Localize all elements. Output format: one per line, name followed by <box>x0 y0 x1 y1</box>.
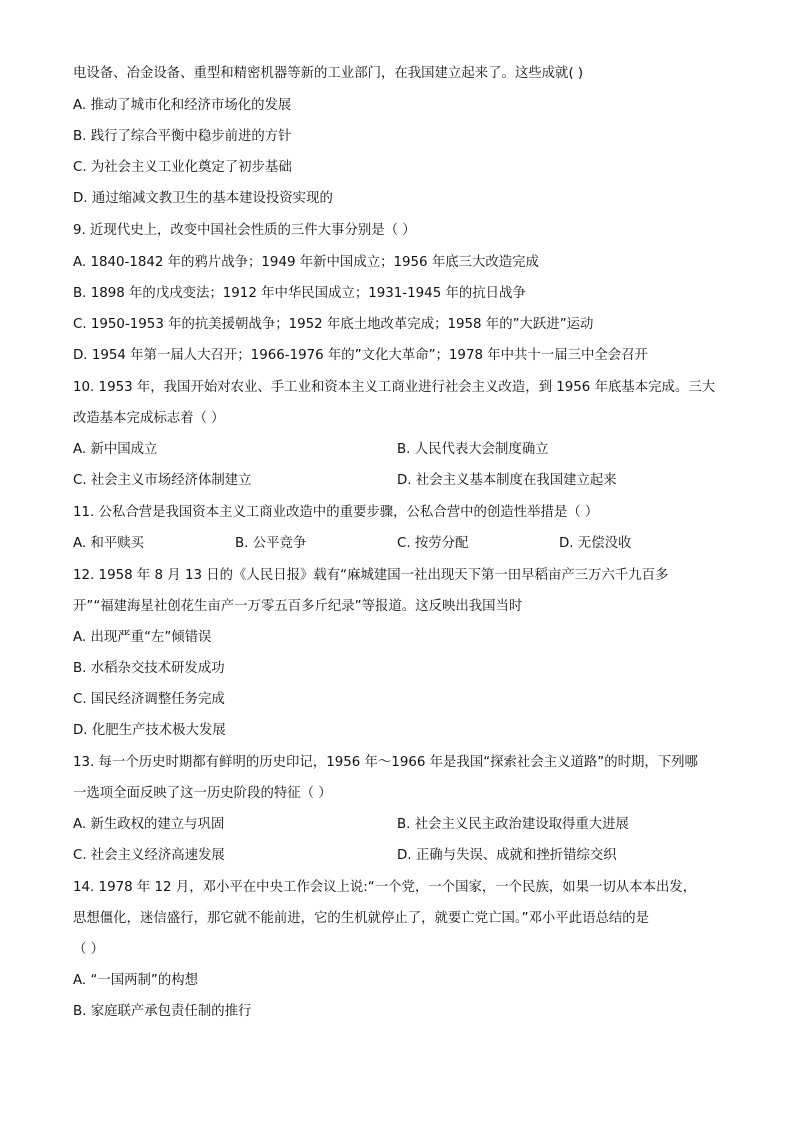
q8-stem-tail: 电设备、冶金设备、重型和精密机器等新的工业部门，在我国建立起来了。这些成就( ) <box>73 66 584 81</box>
q13-option-a: A. 新生政权的建立与巩固 <box>73 817 225 832</box>
q14-stem-line1: 14. 1978 年 12 月，邓小平在中央工作会议上说:“一个党，一个国家，一个民族，如果一切从本本出发， <box>73 880 697 895</box>
q13-option-d: D. 正确与失误、成就和挫折错综交织 <box>397 848 617 863</box>
q14-option-a: A. “一国两制”的构想 <box>73 973 199 988</box>
q12-option-b: B. 水稻杂交技术研发成功 <box>73 661 225 676</box>
q10-option-d: D. 社会主义基本制度在我国建立起来 <box>397 473 617 488</box>
q12-option-a: A. 出现严重“左”倾错误 <box>73 630 212 645</box>
q12-option-d: D. 化肥生产技术极大发展 <box>73 723 226 738</box>
q13-option-b: B. 社会主义民主政治建设取得重大进展 <box>397 817 629 832</box>
q8-option-d: D. 通过缩减文教卫生的基本建设投资实现的 <box>73 191 333 206</box>
q11-option-d: D. 无偿没收 <box>559 536 632 551</box>
q12-option-c: C. 国民经济调整任务完成 <box>73 692 225 707</box>
q13-stem-line1: 13. 每一个历史时期都有鲜明的历史印记，1956 年～1966 年是我国“探索社会主义道路”的时期，下列哪 <box>73 755 698 770</box>
q11-stem: 11. 公私合营是我国资本主义工商业改造中的重要步骤，公私合营中的创造性举措是（ ） <box>73 505 599 520</box>
q14-option-b: B. 家庭联产承包责任制的推行 <box>73 1004 252 1019</box>
q10-option-b: B. 人民代表大会制度确立 <box>397 442 549 457</box>
q9-option-a: A. 1840-1842 年的鸦片战争；1949 年新中国成立；1956 年底三大改造完成 <box>73 255 539 270</box>
q10-stem-line2: 改造基本完成标志着（ ） <box>73 411 225 426</box>
q9-option-c: C. 1950-1953 年的抗美援朝战争；1952 年底土地改革完成；1958 年的”大跃进”运动 <box>73 317 594 332</box>
q13-option-c: C. 社会主义经济高速发展 <box>73 848 225 863</box>
q8-option-c: C. 为社会主义工业化奠定了初步基础 <box>73 160 292 175</box>
q11-option-c: C. 按劳分配 <box>397 536 469 551</box>
q11-option-b: B. 公平竞争 <box>235 536 307 551</box>
q13-stem-line2: 一选项全面反映了这一历史阶段的特征（ ） <box>73 786 332 801</box>
q12-stem-line1: 12. 1958 年 8 月 13 日的《人民日报》载有“麻城建国一社出现天下第一田早稻亩产三万六千九百多 <box>73 568 669 583</box>
q9-option-b: B. 1898 年的戊戌变法；1912 年中华民国成立；1931-1945 年的抗日战争 <box>73 286 526 301</box>
q9-option-d: D. 1954 年第一届人大召开；1966-1976 年的”文化大革命”；1978 年中共十一届三中全会召开 <box>73 348 648 363</box>
q14-stem-line3: （ ） <box>73 942 105 957</box>
q8-option-b: B. 践行了综合平衡中稳步前进的方针 <box>73 129 292 144</box>
q10-option-a: A. 新中国成立 <box>73 442 158 457</box>
q11-option-a: A. 和平赎买 <box>73 536 144 551</box>
q10-option-c: C. 社会主义市场经济体制建立 <box>73 473 252 488</box>
q14-stem-line2: 思想僵化，迷信盛行，那它就不能前进，它的生机就停止了，就要亡党亡国。”邓小平此语总结的是 <box>73 911 650 926</box>
q12-stem-line2: 开”“福建海星社创花生亩产一万零五百多斤纪录”等报道。这反映出我国当时 <box>73 599 523 614</box>
q9-stem: 9. 近现代史上，改变中国社会性质的三件大事分别是（ ） <box>73 223 416 238</box>
q10-stem-line1: 10. 1953 年，我国开始对农业、手工业和资本主义工商业进行社会主义改造，到 1956 年底基本完成。三大 <box>73 380 716 395</box>
q8-option-a: A. 推动了城市化和经济市场化的发展 <box>73 98 292 113</box>
